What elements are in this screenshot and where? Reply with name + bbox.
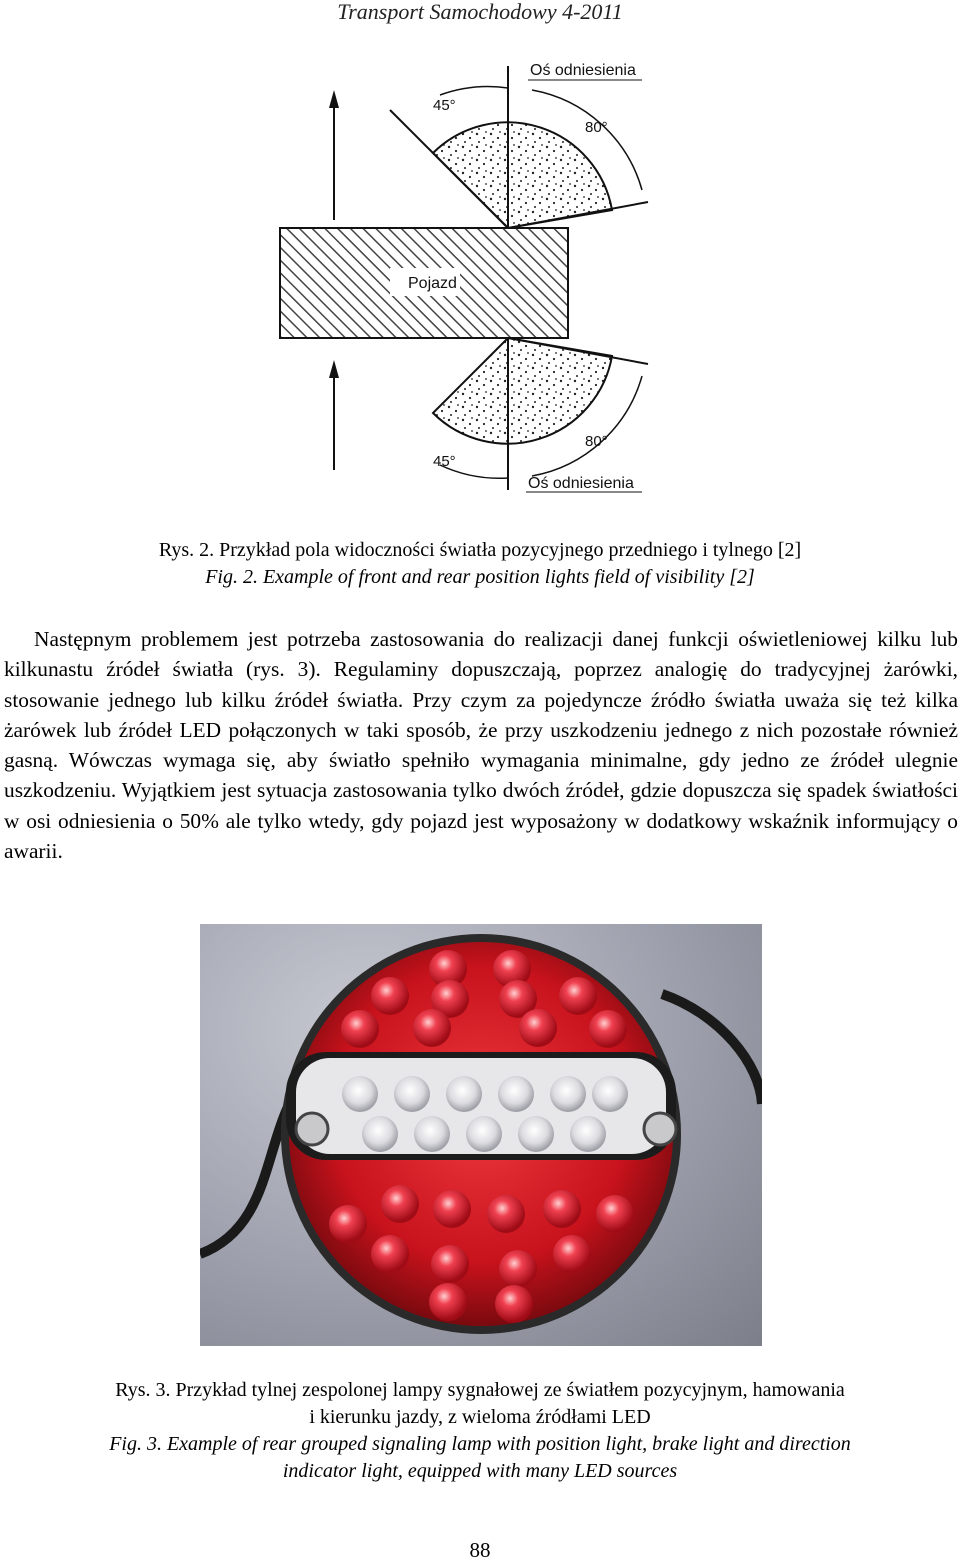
body-paragraph-text: Następnym problemem jest potrzeba zastosowania do realizacji danej funkcji oświetleniowej kilku lub kilkunastu źródeł światła (rys. 3). Regulaminy dopuszczają, poprzez analogię do tradycyjnej żarówki, stosowanie jednego lub kilku źródeł światła. Przy czym za pojedyncze źródło światła uważa się też kilka żarówek lub źródeł LED połączonych w taki sposób, że przy uszkodzeniu jednego z nich pozostałe również gasną. Wówczas wymaga się, aby światło spełniło wymagania minimalne, gdy jedno ze źródeł ulegnie uszkodzeniu. Wyjątkiem jest sytuacja zastosowania tylko dwóch źródeł, gdzie dopuszcza się spadek światłości w osi odniesienia o 50% ale tylko wtedy, gdy pojazd jest wyposażony w dodatkowy wskaźnik informujący o awarii. [4,627,958,864]
reference-axis-label-bottom: Oś odniesienia [528,475,634,492]
angle-label-80-top: 80° [585,119,608,136]
angle-label-80-bottom: 80° [585,433,608,450]
angle-label-45-top: 45° [433,97,456,114]
led-lamp-illustration [200,924,762,1346]
body-paragraph [4,624,958,866]
vehicle-label: Pojazd [408,275,457,292]
rear-visibility-sector [433,338,612,444]
figure3-caption-en-line1: Fig. 3. Example of rear grouped signaling lamp with position light, brake light and direction [109,1433,851,1455]
journal-header: Transport Samochodowy 4-2011 [337,0,623,24]
reference-axis-label-top: Oś odniesienia [530,62,636,79]
front-visibility-sector [433,122,612,228]
figure3-caption-pl-line2: i kierunku jazdy, z wieloma źródłami LED [309,1406,651,1428]
page-number: 88 [469,1538,491,1562]
visibility-field-diagram [250,40,710,500]
figure2-caption-pl: Rys. 2. Przykład pola widoczności światła pozycyjnego przedniego i tylnego [2] [158,539,802,561]
led-lamp-photo [200,924,762,1346]
angle-label-45-bottom: 45° [433,453,456,470]
figure2-caption-en: Fig. 2. Example of front and rear position lights field of visibility [2] [205,566,755,588]
figure3-caption-en-line2: indicator light, equipped with many LED sources [282,1460,678,1482]
figure3-caption-pl-line1: Rys. 3. Przykład tylnej zespolonej lampy sygnałowej ze światłem pozycyjnym, hamowania [115,1379,845,1401]
